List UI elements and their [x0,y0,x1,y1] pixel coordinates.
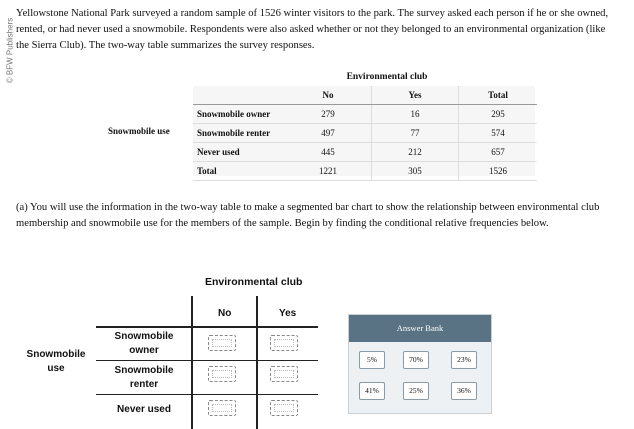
answer-vline-mid [256,296,258,429]
cell-total: 657 [459,143,538,162]
table-header-row [193,86,537,105]
problem-intro: Yellowstone National Park surveyed a random sample of 1526 winter visitors to the park. The survey asked each person if he or she owned, rented, or had never used a snowmobile. Respondents were also asked whether or not they belonged to an environmental organization (like the Sierra Club). The two-way table summarizes the survey responses. [16,8,609,51]
answer-hline-row2 [96,394,318,395]
answer-hline-row1 [96,360,318,361]
row-renter-line-2: renter [129,379,159,390]
answer-row-owner [104,330,184,358]
part-a-instructions: (a) You will use the information in the two-way table to make a segmented bar chart to show the relationship between environmental club membership and snowmobile use for the members of the sample. Begin by finding the conditional relative frequencies below. [16,202,600,229]
header-no: No [285,86,372,105]
table-row [193,105,537,124]
answer-chip[interactable]: 23% [451,351,477,369]
header-blank [193,86,285,105]
answer-chip[interactable]: 25% [403,382,429,400]
publisher-credit: © BFW Publishers [5,17,15,84]
table-row [193,162,537,181]
answer-chip[interactable]: 70% [403,351,429,369]
table-row [193,124,537,143]
cell-total: 1526 [459,162,538,181]
cell-yes: 212 [372,143,459,162]
cell-no: 1221 [285,162,372,181]
cell-no: 497 [285,124,372,143]
answer-chip[interactable]: 36% [451,382,477,400]
header-total: Total [459,86,538,105]
cell-total: 295 [459,105,538,124]
drop-target-renter-yes[interactable] [270,366,298,382]
row-label: Total [193,162,285,181]
answer-bank-title: Answer Bank [349,315,491,342]
two-way-table [193,86,537,181]
answer-chip[interactable]: 5% [359,351,385,369]
answer-chip[interactable]: 41% [359,382,385,400]
answer-row-never: Never used [117,404,171,415]
answer-col-no: No [218,308,232,319]
answer-col-yes: Yes [279,308,297,319]
table-row [193,143,537,162]
drop-target-owner-no[interactable] [208,335,236,351]
answer-hline-header [96,326,318,328]
row-owner-line-1: Snowmobile [114,331,174,342]
cell-yes: 16 [372,105,459,124]
drop-target-renter-no[interactable] [208,366,236,382]
answer-vline-left [191,296,193,429]
row-owner-line-2: owner [129,345,159,356]
drop-target-never-no[interactable] [208,400,236,416]
drop-target-never-yes[interactable] [270,400,298,416]
cell-total: 574 [459,124,538,143]
row-label: Snowmobile owner [193,105,285,124]
row-renter-line-1: Snowmobile [114,365,174,376]
row-label: Snowmobile renter [193,124,285,143]
answer-bank [348,314,492,414]
answer-row-group-label [18,348,94,376]
two-way-row-group-label: Snowmobile use [108,126,170,136]
cell-yes: 305 [372,162,459,181]
cell-no: 279 [285,105,372,124]
cell-yes: 77 [372,124,459,143]
row-label: Never used [193,143,285,162]
row-group-line-2: use [47,363,65,374]
header-yes: Yes [372,86,459,105]
drop-target-owner-yes[interactable] [270,335,298,351]
answer-table-title: Environmental club [205,276,303,288]
cell-no: 445 [285,143,372,162]
answer-row-renter [104,364,184,392]
row-group-line-1: Snowmobile [26,349,86,360]
two-way-table-title: Environmental club [346,72,428,82]
